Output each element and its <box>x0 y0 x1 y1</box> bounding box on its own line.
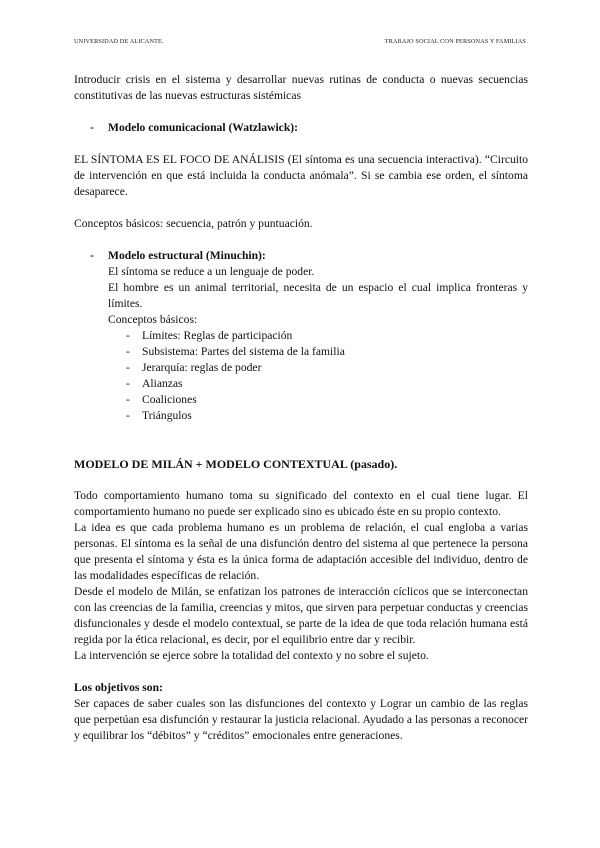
page-content <box>74 72 528 744</box>
comunicacional-title: Modelo comunicacional (Watzlawick): <box>108 121 298 134</box>
estructural-title: Modelo estructural (Minuchin): <box>108 249 266 262</box>
comunicacional-paragraph-1: EL SÍNTOMA ES EL FOCO DE ANÁLISIS (El síntoma es una secuencia interactiva). “Circuito de intervención en que está incluida la conducta anómala”. Si se cambia ese orden, el síntoma desaparece. <box>74 153 528 198</box>
estructural-heading: - Modelo estructural (Minuchin): <box>90 249 266 262</box>
milan-heading: MODELO DE MILÁN + MODELO CONTEXTUAL (pasado). <box>74 457 398 471</box>
list-item: - Límites: Reglas de participación <box>126 329 293 342</box>
estructural-line-2: El hombre es un animal territorial, necesita de un espacio el cual implica fronteras y límites. <box>108 281 528 310</box>
list-item: - Alianzas <box>126 377 183 390</box>
list-item: - Coaliciones <box>126 393 197 406</box>
header-course: TRABAJO SOCIAL CON PERSONAS Y FAMILIAS <box>384 38 526 45</box>
conceptos-list <box>74 328 528 424</box>
list-item: - Triángulos <box>126 409 192 422</box>
page-header <box>74 38 526 48</box>
milan-paragraph-3: Desde el modelo de Milán, se enfatizan los patrones de interacción cíclicos que se interconectan con las creencias de la familia, creencias y mitos, que sirven para perpetuar conductas y creencias disfuncionales y desde el modelo contextual, se parte de la idea de que toda relación humana está regida por la ética relacional, es decir, por el equilibrio entre dar y recibir. <box>74 585 528 646</box>
intro-paragraph: Introducir crisis en el sistema y desarrollar nuevas rutinas de conducta o nuevas secuencias constitutivas de las nuevas estructuras sistémicas <box>74 73 528 102</box>
milan-paragraph-4: La intervención se ejerce sobre la totalidad del contexto y no sobre el sujeto. <box>74 649 429 662</box>
list-item: - Jerarquía: reglas de poder <box>126 361 262 374</box>
milan-paragraph-1: Todo comportamiento humano toma su significado del contexto en el cual tiene lugar. El comportamiento humano no puede ser explicado sino es ubicado éste en su propio contexto. <box>74 489 528 518</box>
header-university: UNIVERSIDAD DE ALICANTE. <box>74 38 164 45</box>
objetivos-paragraph: Ser capaces de saber cuales son las disfunciones del contexto y Lograr un cambio de las reglas que perpetúan esa disfunción y restaurar la justicia relacional. Ayudado a las personas a reconocer y equilibrar los “débitos” y “créditos” emocionales entre generaciones. <box>74 697 528 742</box>
comunicacional-heading: - Modelo comunicacional (Watzlawick): <box>90 121 298 134</box>
milan-paragraph-2: La idea es que cada problema humano es un problema de relación, el cual engloba a varias personas. El síntoma es la señal de una disfunción dentro del sistema al que pertenece la persona que presenta el síntoma y ésta es la única forma de adaptación accesible del individuo, dentro de las modalidades específicas de relación. <box>74 521 528 582</box>
estructural-line-3: Conceptos básicos: <box>108 313 198 326</box>
list-item: - Subsistema: Partes del sistema de la familia <box>126 345 345 358</box>
comunicacional-paragraph-2: Conceptos básicos: secuencia, patrón y puntuación. <box>74 217 313 230</box>
estructural-line-1: El síntoma se reduce a un lenguaje de poder. <box>108 265 315 278</box>
objetivos-heading: Los objetivos son: <box>74 681 163 694</box>
